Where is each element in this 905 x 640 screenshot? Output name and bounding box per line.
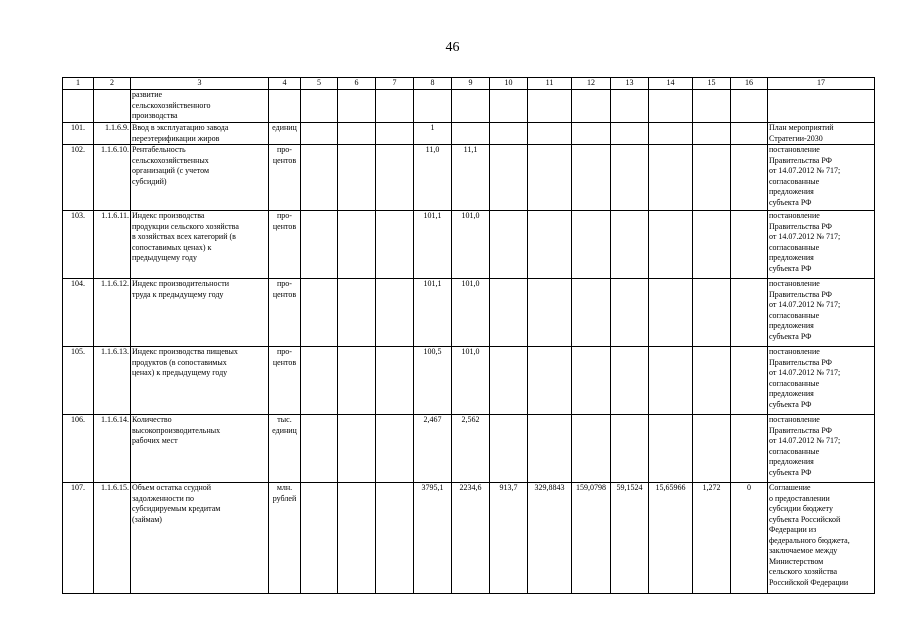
page-number: 46 [445,40,460,55]
cell-value: 100,5 [414,347,452,415]
cell-value [649,123,693,145]
cell-code: 1.1.6.9. [94,123,131,145]
cell-unit: про- центов [269,347,301,415]
cell-note: постановление Правительства РФ от 14.07.2012 № 717; согласованные предложения субъекта РФ [768,415,875,483]
cell-name: Рентабельность сельскохозяйственных организаций (с учетом субсидий) [131,145,269,211]
continuation-row [63,90,875,123]
header-cell: 1 [63,78,94,90]
cell-unit [269,90,301,123]
cell-value [452,123,490,145]
cell-num: 102. [63,145,94,211]
cell-value [649,145,693,211]
header-row [63,78,875,90]
cell-value: 159,0798 [572,483,611,594]
cell-value [693,211,731,279]
cell-value: 101,1 [414,211,452,279]
cell-value [490,415,528,483]
cell-num: 107. [63,483,94,594]
table-row [63,123,875,145]
cell-value [731,347,768,415]
cell-code: 1.1.6.10. [94,145,131,211]
cell-value [490,279,528,347]
cell-value: 2234,6 [452,483,490,594]
cell-value [452,90,490,123]
cell-value [338,347,376,415]
cell-code: 1.1.6.11. [94,211,131,279]
cell-value [693,415,731,483]
cell-unit: про- центов [269,211,301,279]
cell-value: 1 [414,123,452,145]
header-cell: 6 [338,78,376,90]
table-row [63,483,875,594]
cell-value [376,347,414,415]
cell-note: постановление Правительства РФ от 14.07.2012 № 717; согласованные предложения субъекта РФ [768,145,875,211]
cell-value [731,211,768,279]
cell-value: 913,7 [490,483,528,594]
cell-num: 104. [63,279,94,347]
cell-value [301,123,338,145]
cell-value [528,279,572,347]
cell-num [63,90,94,123]
cell-value [572,347,611,415]
cell-value [301,279,338,347]
header-cell: 16 [731,78,768,90]
table-row [63,415,875,483]
header-cell: 14 [649,78,693,90]
cell-value: 101,0 [452,347,490,415]
cell-value [528,347,572,415]
cell-value [490,347,528,415]
cell-value [338,211,376,279]
cell-name: Ввод в эксплуатацию завода переэтерификации жиров [131,123,269,145]
cell-value: 2,562 [452,415,490,483]
cell-value [649,347,693,415]
cell-num: 106. [63,415,94,483]
cell-code: 1.1.6.14. [94,415,131,483]
cell-value: 101,0 [452,279,490,347]
cell-value [693,279,731,347]
cell-value [338,123,376,145]
cell-num: 103. [63,211,94,279]
header-cell: 9 [452,78,490,90]
cell-value [301,347,338,415]
cell-value [528,90,572,123]
cell-value [338,279,376,347]
cell-code: 1.1.6.15. [94,483,131,594]
header-cell: 3 [131,78,269,90]
header-cell: 15 [693,78,731,90]
cell-unit: про- центов [269,145,301,211]
cell-value [528,123,572,145]
indicators-table [62,77,875,594]
cell-value [611,90,649,123]
cell-value [376,123,414,145]
cell-value [338,483,376,594]
cell-value [490,211,528,279]
cell-value [572,415,611,483]
cell-unit: единиц [269,123,301,145]
cell-value [649,279,693,347]
cell-value [611,279,649,347]
table-row [63,279,875,347]
cell-value [731,415,768,483]
cell-value [611,123,649,145]
cell-value [649,211,693,279]
cell-value [611,145,649,211]
table-row [63,211,875,279]
cell-value [376,483,414,594]
cell-value [528,211,572,279]
cell-value [649,90,693,123]
cell-unit: тыс. единиц [269,415,301,483]
cell-value [693,145,731,211]
cell-value: 101,1 [414,279,452,347]
cell-value [301,483,338,594]
cell-value [649,415,693,483]
cell-value [338,145,376,211]
cell-value: 1,272 [693,483,731,594]
cell-value [528,415,572,483]
cell-num: 105. [63,347,94,415]
cell-value: 3795,1 [414,483,452,594]
cell-value: 329,8843 [528,483,572,594]
cell-note: постановление Правительства РФ от 14.07.2012 № 717; согласованные предложения субъекта РФ [768,347,875,415]
header-cell: 8 [414,78,452,90]
cell-value: 0 [731,483,768,594]
header-cell: 10 [490,78,528,90]
cell-value: 11,0 [414,145,452,211]
cell-name: Индекс производства пищевых продуктов (в сопоставимых ценах) к предыдущему году [131,347,269,415]
cell-value [572,90,611,123]
cell-value [490,90,528,123]
cell-value [572,145,611,211]
cell-note: План мероприятий Стратегии-2030 [768,123,875,145]
cell-value: 101,0 [452,211,490,279]
cell-value [376,415,414,483]
cell-value: 15,65966 [649,483,693,594]
cell-value [731,90,768,123]
cell-value [376,279,414,347]
table-row [63,145,875,211]
header-cell: 7 [376,78,414,90]
cell-value [572,279,611,347]
cell-name: Индекс производительности труда к предыдущему году [131,279,269,347]
cell-value [731,279,768,347]
cell-value [693,123,731,145]
cell-code [94,90,131,123]
cell-value: 11,1 [452,145,490,211]
cell-name: Количество высокопроизводительных рабочих мест [131,415,269,483]
cell-value [572,123,611,145]
cell-value [731,145,768,211]
cell-value [301,211,338,279]
cell-note: постановление Правительства РФ от 14.07.2012 № 717; согласованные предложения субъекта РФ [768,279,875,347]
cell-code: 1.1.6.13. [94,347,131,415]
cell-value [376,211,414,279]
cell-name: Индекс производства продукции сельского хозяйства в хозяйствах всех категорий (в сопоставимых ценах) к предыдущему году [131,211,269,279]
cell-value [490,145,528,211]
cell-note: постановление Правительства РФ от 14.07.2012 № 717; согласованные предложения субъекта РФ [768,211,875,279]
cell-name: развитие сельскохозяйственного производства [131,90,269,123]
cell-note: Соглашение о предоставлении субсидии бюджету субъекта Российской Федерации из федерального бюджета, заключаемое между Министерством сельского хозяйства Российской Федерации [768,483,875,594]
cell-value [693,347,731,415]
cell-code: 1.1.6.12. [94,279,131,347]
cell-value [731,123,768,145]
cell-value [572,211,611,279]
header-cell: 4 [269,78,301,90]
header-cell: 17 [768,78,875,90]
cell-unit: про- центов [269,279,301,347]
cell-value [528,145,572,211]
cell-value [338,415,376,483]
header-cell: 2 [94,78,131,90]
cell-note [768,90,875,123]
cell-value [490,123,528,145]
cell-value [414,90,452,123]
cell-value [301,90,338,123]
header-cell: 13 [611,78,649,90]
cell-value: 2,467 [414,415,452,483]
table-row [63,347,875,415]
cell-value: 59,1524 [611,483,649,594]
cell-name: Объем остатка ссудной задолженности по субсидируемым кредитам (займам) [131,483,269,594]
cell-value [693,90,731,123]
cell-value [611,415,649,483]
header-cell: 12 [572,78,611,90]
cell-num: 101. [63,123,94,145]
cell-value [301,145,338,211]
cell-value [611,211,649,279]
cell-value [611,347,649,415]
cell-value [338,90,376,123]
cell-value [376,145,414,211]
cell-value [376,90,414,123]
cell-value [301,415,338,483]
cell-unit: млн. рублей [269,483,301,594]
header-cell: 5 [301,78,338,90]
header-cell: 11 [528,78,572,90]
